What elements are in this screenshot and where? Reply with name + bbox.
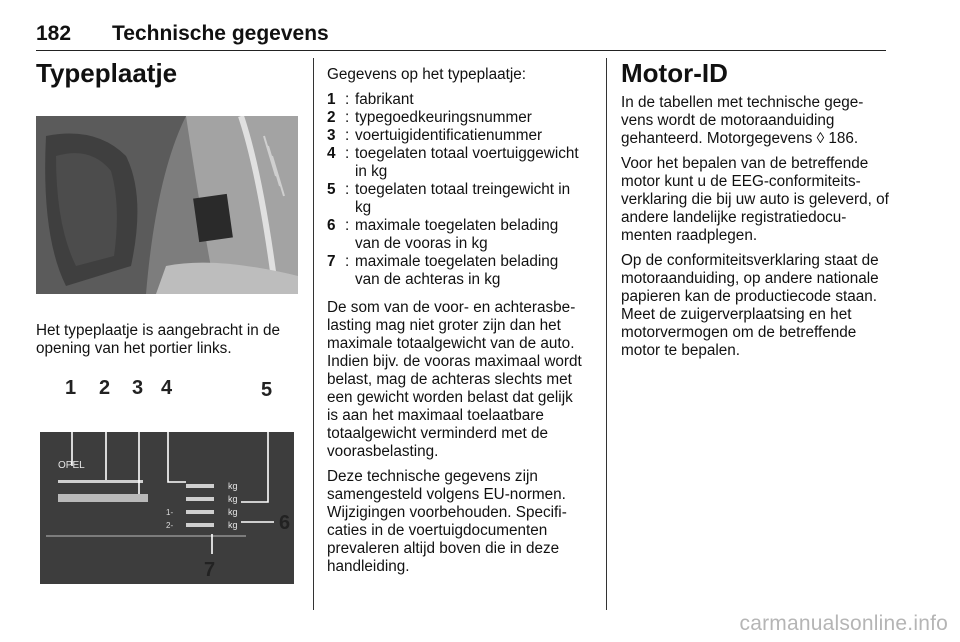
list-text: fabrikant xyxy=(355,91,414,108)
list-number: 1 xyxy=(327,91,336,108)
list-item: 4 : toegelaten totaal voertuiggewicht in kg xyxy=(327,145,583,181)
callout-1: 1 xyxy=(65,377,77,399)
section-title-motor-id: Motor-ID xyxy=(621,58,728,88)
page-number: 182 xyxy=(36,22,72,45)
callout-5: 5 xyxy=(261,379,273,401)
list-number: 5 xyxy=(327,181,336,198)
column-typeplaatje xyxy=(36,58,298,584)
column-motor-id xyxy=(621,58,889,367)
typeplaatje-caption: Het typeplaatje is aangebracht in de opening van het portier links. xyxy=(36,322,281,357)
axle-load-paragraph: De som van de voor- en achterasbelasting mag niet groter zijn dan het maximale totaalgewicht van de auto. Indien bijv. de vooras maximaal wordt belast, mag de achteras slechts met een gewicht worden belast dat gelijk is aan het maximaal toelaatbare totaalgewicht verminderd met de voorasbelasting. xyxy=(327,299,582,460)
callout-2: 2 xyxy=(99,377,111,399)
list-number: 4 xyxy=(327,145,336,162)
list-text: maximale toegelaten belading van de achteras in kg xyxy=(355,253,559,288)
running-title: Technische gegevens xyxy=(112,22,329,45)
plate-unit-4: kg xyxy=(228,520,238,530)
door-opening-photo xyxy=(36,116,298,294)
list-text: typegoedkeuringsnummer xyxy=(355,109,532,126)
list-item: 7 : maximale toegelaten belading van de achteras in kg xyxy=(327,253,583,289)
section-title-typeplaatje: Typeplaatje xyxy=(36,58,178,88)
motor-id-paragraph-1: In de tabellen met technische gegevens wordt de motoraanduiding gehanteerd. Motorgegevens ◊ 186. xyxy=(621,94,864,147)
list-text: toegelaten totaal treingewicht in kg xyxy=(355,181,571,216)
list-text: toegelaten totaal voertuiggewicht in kg xyxy=(355,145,579,180)
callout-7: 7 xyxy=(204,559,216,581)
column-plate-data xyxy=(327,66,583,583)
axle-label-2: 2- xyxy=(166,521,174,530)
plate-unit-1: kg xyxy=(228,481,238,491)
column-divider xyxy=(606,58,607,610)
list-text: maximale toegelaten belading van de vooras in kg xyxy=(355,217,559,252)
callout-6: 6 xyxy=(279,512,291,534)
watermark: carmanualsonline.info xyxy=(739,612,948,635)
list-text: voertuigidentificatienummer xyxy=(355,127,543,144)
list-number: 6 xyxy=(327,217,336,234)
plate-brand: OPEL xyxy=(58,460,85,471)
eu-norms-paragraph: Deze technische gegevens zijn samengesteld volgens EU-normen. Wijzigingen voorbehouden. Specificaties in de voertuigdocumenten prevaleren altijd boven die in deze handleiding. xyxy=(327,468,567,575)
list-item: 5 : toegelaten totaal treingewicht in kg xyxy=(327,181,583,217)
callout-4: 4 xyxy=(161,377,173,399)
column-divider xyxy=(313,58,314,610)
list-item: 3 : voertuigidentificatienummer xyxy=(327,127,583,145)
callout-3: 3 xyxy=(132,377,144,399)
plate-unit-2: kg xyxy=(228,494,238,504)
page-header xyxy=(36,18,886,51)
list-item: 1 : fabrikant xyxy=(327,91,583,109)
list-item: 2 : typegoedkeuringsnummer xyxy=(327,109,583,127)
list-number: 7 xyxy=(327,253,336,270)
list-number: 2 xyxy=(327,109,336,126)
list-intro: Gegevens op het typeplaatje: xyxy=(327,66,527,83)
list-number: 3 xyxy=(327,127,336,144)
type-plate-figure xyxy=(36,374,298,584)
axle-label-1: 1- xyxy=(166,508,174,517)
plate-unit-3: kg xyxy=(228,507,238,517)
plate-data-list xyxy=(327,91,583,289)
list-item: 6 : maximale toegelaten belading van de vooras in kg xyxy=(327,217,583,253)
motor-id-paragraph-3: Op de conformiteitsverklaring staat de motoraanduiding, op andere nationale papieren kan de productiecode staan. Meet de zuigerverplaatsing en het motorvermogen om de betreffende motor te bepalen. xyxy=(621,252,879,359)
motor-id-paragraph-2: Voor het bepalen van de betreffende motor kunt u de EEG-conformiteitsverklaring die bij uw auto is geleverd, of andere landelijke registratiedocumenten raadplegen. xyxy=(621,155,889,244)
